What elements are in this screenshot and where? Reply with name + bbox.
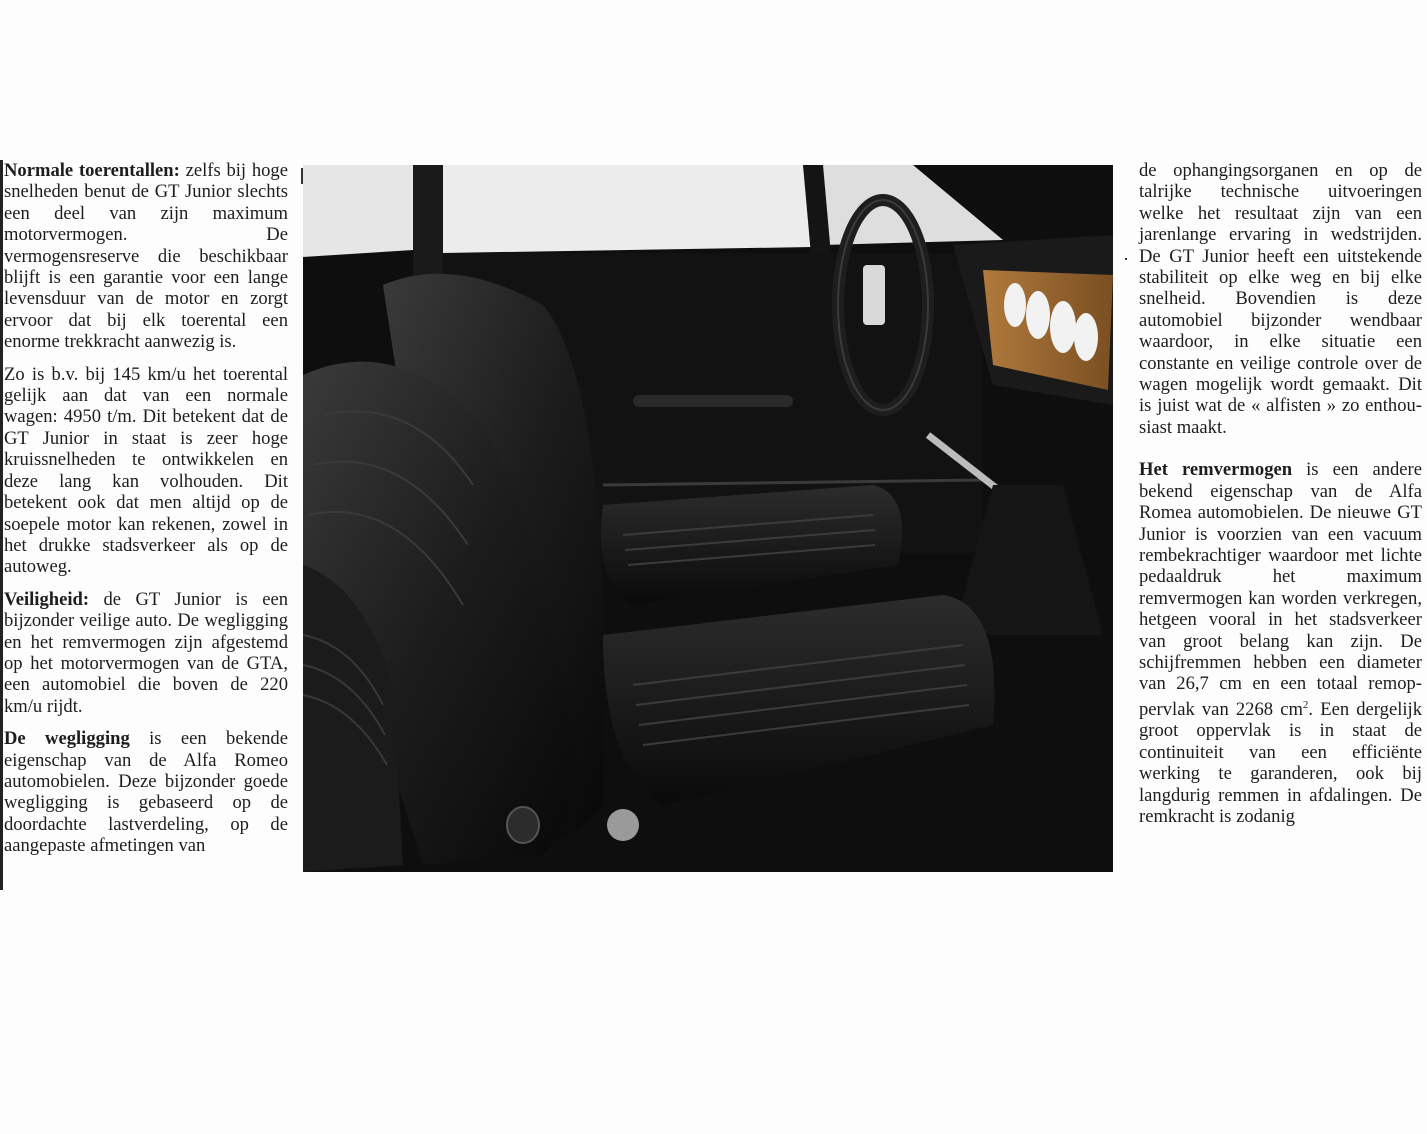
body-braking-a: is een andere bekend eigenschap van de Alfa Romea automobielen. De nieuwe GT Junior is voorzien van een vacuum rembekrachtiger waardoor met lichte pedaaldruk het maximum remvermogen kan worden verkregen, hetgeen vooral in het stadsverkeer van groot belang kan zijn. De schijfremmen hebben een diameter van 26,7 cm en een totaal remoppervlak van 2268 cm <box>1139 459 1422 720</box>
door-handle <box>633 395 793 407</box>
body-roadholding: is een bekende eigenschap van de Alfa Romeo automobielen. Deze bijzonder goede wegligging is gebaseerd op de doordachte lastverdeling, op de aangepaste afmetingen van <box>4 728 288 857</box>
page-edge-mark <box>0 160 3 890</box>
interior-photo <box>303 165 1113 872</box>
paragraph-suspension <box>1139 160 1422 438</box>
rear-window <box>303 165 413 257</box>
gauge-1 <box>1004 283 1026 327</box>
seat-adjust-knob <box>507 807 539 843</box>
body-braking-b: . Een dergelijk groot oppervlak is in staat de continuiteit van een efficiënte werking te garanderen, ook bij langdurig remmen in afdalingen. De remkracht is zodanig <box>1139 698 1422 827</box>
paragraph-roadholding <box>4 728 288 856</box>
superscript-squared: 2 <box>1302 698 1309 711</box>
steering-hub <box>863 265 885 325</box>
body-normal-revs: zelfs bij hoge snelheden benut de GT Junior slechts een deel van zijn maximum motorvermogen. De vermogensreserve die beschikbaar blijft is een garantie voor een lange levensduur van de motor en zorgt ervoor dat bij elk toerental een enorme trekkracht aanwezig is. <box>4 160 288 353</box>
paragraph-braking <box>1139 459 1422 827</box>
heading-safety: Veiligheid: <box>4 588 90 610</box>
car-interior-illustration <box>303 165 1113 872</box>
body-speed-example: Zo is b.v. bij 145 km/u het toerental gelijk aan dat van een normale wagen: 4950 t/m. Dit betekent dat de GT Junior in staat is zeer hoge kruissnelheden te ontwikkelen en deze lang kan volhouden. Dit betekent ook dat men altijd op de soepele motor kan rekenen, zowel in het drukke stadsverkeer als op de autoweg. <box>4 363 288 578</box>
gauge-2 <box>1026 291 1050 339</box>
paragraph-normal-revs <box>4 160 288 353</box>
margin-tick-mark-right <box>1125 258 1127 260</box>
right-text-column <box>1139 160 1422 838</box>
heading-roadholding: De wegligging <box>4 728 130 750</box>
paragraph-speed-example <box>4 364 288 578</box>
gauge-4 <box>1074 313 1098 361</box>
heading-braking: Het remvermogen <box>1139 459 1293 481</box>
heading-normal-revs: Normale toerentallen: <box>4 160 180 181</box>
body-safety: de GT Junior is een bijzonder veilige auto. De wegligging en het remvermogen zijn afgestemd op het motorvermogen van de GTA, een automobiel die boven de 220 km/u rijdt. <box>4 588 288 717</box>
body-suspension: de ophangingsorganen en op de talrijke technische uitvoeringen welke het resultaat zijn van een jarenlange ervaring in wedstrijden. De GT Junior heeft een uitstekende stabiliteit op elke weg en bij elke snelheid. Bovendien is deze automobiel bijzonder wendbaar waardoor, in elke situatie een constante en veilige controle over de wagen mogelijk wordt gemaakt. Dit is juist wat de « alfisten » zo enthousiast maakt. <box>1139 160 1422 438</box>
left-text-column <box>4 160 288 868</box>
paragraph-safety <box>4 589 288 717</box>
gauge-3 <box>1050 301 1076 353</box>
side-window <box>443 165 813 253</box>
seat-badge <box>607 809 639 841</box>
